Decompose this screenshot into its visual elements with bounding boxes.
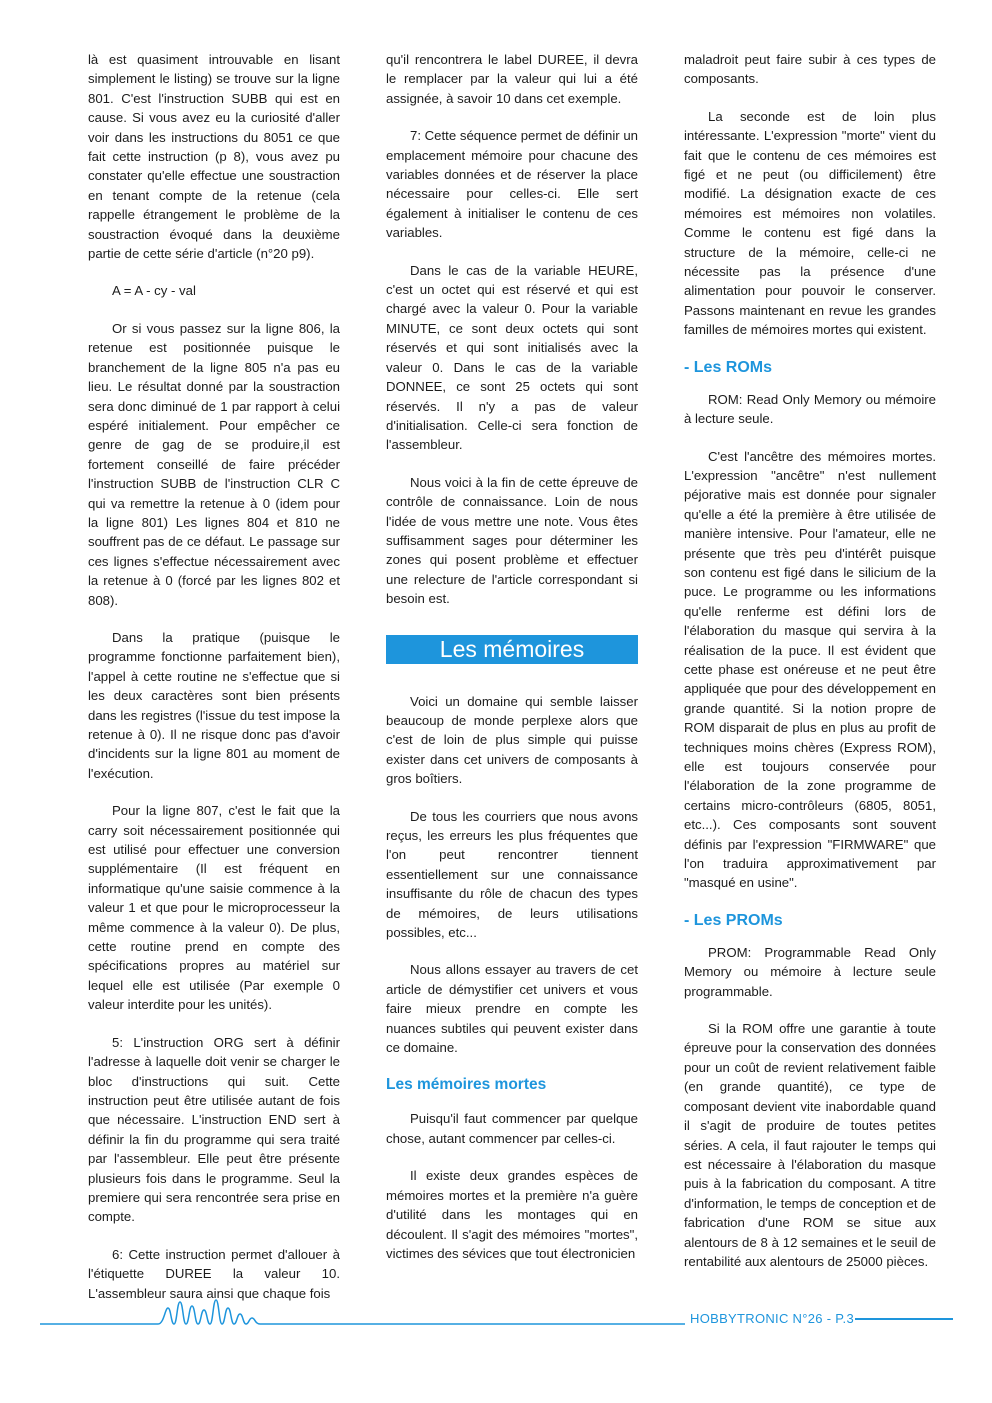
heading-les-roms: - Les ROMs [684,358,773,376]
paragraph: ROM: Read Only Memory ou mémoire à lecture seule. [684,391,936,427]
heading-memoires-mortes: Les mémoires mortes [386,1076,547,1094]
paragraph: 7: Cette séquence permet de définir un emplacement mémoire pour chacune des variables données et de réserver la place nécessaire pour celles-ci. Elle sert également à initialiser le contenu de ces variables. [386,128,638,241]
footer-rule [855,1318,953,1320]
footer-wave-decoration [40,1296,690,1336]
paragraph: De tous les courriers que nous avons reçus, les erreurs les plus fréquentes que l'on peut rencontrer tiennent essentiellement sur une connaissance insuffisante du rôle de chacun des types de mémoires, de leurs utilisations possibles, etc... [386,808,638,941]
section-banner-les-memoires: Les mémoires [386,635,638,664]
paragraph: Dans le cas de la variable HEURE, c'est un octet qui est réservé et qui est chargé avec la valeur 0. Pour la variable MINUTE, ce sont deux octets qui sont réservés et qui sont initialisés avec la valeur 0. Dans le cas de la variable DONNEE, ce sont 25 octets qui sont réservés. Il n'y a pas de valeur d'initialisation. Celle-ci sera fonction de l'assembleur. [386,262,638,453]
column-3 [684,50,936,1289]
paragraph: 5: L'instruction ORG sert à définir l'adresse à laquelle doit venir se charger le bloc d'instructions qui suit. Cette instruction peut être utilisée autant de fois que nécessaire. L'instruction END sert à définir la fin du programme qui sera traité par l'assembleur. Elle peut être présente plusieurs fois dans le programme. Seul la premiere qui sera rencontrée sera prise en compte. [88,1034,340,1225]
paragraph: Nous voici à la fin de cette épreuve de contrôle de connaissance. Loin de nous l'idée de vous mettre une note. Vous êtes suffisamment sages pour déterminer les zones qui posent problème et effectuer une relecture de l'article correspondant si besoin est. [386,474,638,607]
paragraph: La seconde est de loin plus intéressante. L'expression "morte" vient du fait que le contenu de ces mémoires est figé et ne peut (ou difficilement) être modifié. La désignation exacte de ces mémoires est mémoires non volatiles. Comme le contenu est figé dans la structure de la mémoire, celle-ci ne nécessite pas la présence d'une alimentation pour pouvoir le conserver. Passons maintenant en revue les grandes familles de mémoires mortes qui existent. [684,108,936,338]
paragraph: là est quasiment introuvable en lisant simplement le listing) se trouve sur la ligne 801. C'est l'instruction SUBB qui est en cause. Si vous avez eu la curiosité d'aller voir dans les instructions du 8051 ce que fait cette instruction (p 8), vous avez pu constater qu'elle effectue une soustraction en tenant compte de la retenue (cela rappelle étrangement le problème de la soustraction évoqué dans la deuxième partie de cette série d'article (n°20 p9). [88,52,340,262]
formula: A = A - cy - val [112,283,196,299]
paragraph: maladroit peut faire subir à ces types de composants. [684,52,936,87]
paragraph: PROM: Programmable Read Only Memory ou mémoire à lecture seule programmable. [684,944,936,999]
paragraph: Il existe deux grandes espèces de mémoires mortes et la première n'a guère d'utilité dans les montages qui en découlent. Il s'agit des mémoires "mortes", victimes des sévices que tout électronicien [386,1168,638,1261]
paragraph: Nous allons essayer au travers de cet article de démystifier cet univers et vous faire mieux prendre en compte les nuances subtiles qui peuvent exister dans ce domaine. [386,962,638,1056]
paragraph: Voici un domaine qui semble laisser beaucoup de monde perplexe alors que c'est de loin de plus simple qui puisse exister dans cet univers de composants à gros boîtiers. [386,693,638,787]
paragraph: Or si vous passez sur la ligne 806, la retenue est positionnée puisque le branchement de la ligne 805 n'a pas eu lieu. Le résultat donné par la soustraction sera donc diminué de 1 par rapport à celui espéré initialement. Pour empêcher ce genre de gag de se produire,il est fortement conseillé de faire précéder l'instruction SUBB de l'instruction CLR C qui va remettre la retenue à 0 (idem pour la ligne 801) Les lignes 804 et 810 ne souffrent pas de ce défaut. Le passage sur ces lignes s'effectue nécessairement avec la retenue à 0 (forcé par les lignes 802 et 808). [88,320,340,608]
paragraph: Si la ROM offre une garantie à toute épreuve pour la conservation des données pour un coût de revient relativement faible (en grande quantité), ce type de composant devient vite inabordable quand il s'agit de produire de toutes petites séries. A cela, il faut rajouter le temps qui est nécessaire à l'élaboration du masque puis à la fabrication du composant. A titre d'information, le temps de conception et de fabrication d'une ROM se situe aux alentours de 8 à 12 semaines et le seuil de rentabilité aux alentours de 25000 pièces. [684,1021,936,1269]
footer-page-number: HOBBYTRONIC N°26 - P.3 [690,1311,854,1326]
paragraph: Puisqu'il faut commencer par quelque chose, autant commencer par celles-ci. [386,1111,638,1146]
paragraph: qu'il rencontrera le label DUREE, il devra le remplacer par la valeur qui lui a été assignée, à savoir 10 dans cet exemple. [386,52,638,106]
column-2 [386,50,638,1281]
heading-les-proms: - Les PROMs [684,911,783,929]
column-1 [88,50,340,1321]
paragraph: C'est l'ancêtre des mémoires mortes. L'expression "ancêtre" n'est nullement péjorative mais est donnée pour signaler qu'elle a été la première à être utilisée de manière intensive. Pour l'amateur, elle ne présente que très peu d'intérêt puisque son contenu est figé dans le silicium de la puce. Le programme ou les informations qu'elle renferme est défini lors de l'élaboration du masque qui servira à la réalisation de la puce. Il est évident que cette phase est onéreuse et ne peut être appliquée que pour des développement en grande quantité. Si la notion propre de ROM disparait de plus en plus au profit de techniques moins chères (Express ROM), elle est toujours conservée pour l'élaboration de la zone programme de certains micro-contrôleurs (6805, 8051, etc...). Ces composants sont souvent définis par l'expression "FIRMWARE" que l'on traduira approximativement par "masqué en usine". [684,448,936,891]
paragraph: Pour la ligne 807, c'est le fait que la carry soit nécessairement positionnée qui est utilisé pour effectuer une conversion supplémentaire (Il est fréquent en informatique qu'une saisie commence à la valeur 1 et que pour le microprocesseur la même commence à la valeur 0). De plus, cette routine prend en compte des spécifications propres au matériel sur lequel elle est utilisée (Par exemple 0 valeur interdite pour les unités). [88,803,340,1013]
paragraph: Dans la pratique (puisque le programme fonctionne parfaitement bien), l'appel à cette routine ne s'effectue que si les deux caractères sont bien présents dans les registres (l'issue du test impose la retenue à 0). Il ne risque donc pas d'avoir d'incidents sur la ligne 801 au moment de l'exécution. [88,629,340,781]
paragraph: 6: Cette instruction permet d'allouer à l'étiquette DUREE la valeur 10. L'assembleur saura ainsi que chaque fois [88,1246,340,1301]
